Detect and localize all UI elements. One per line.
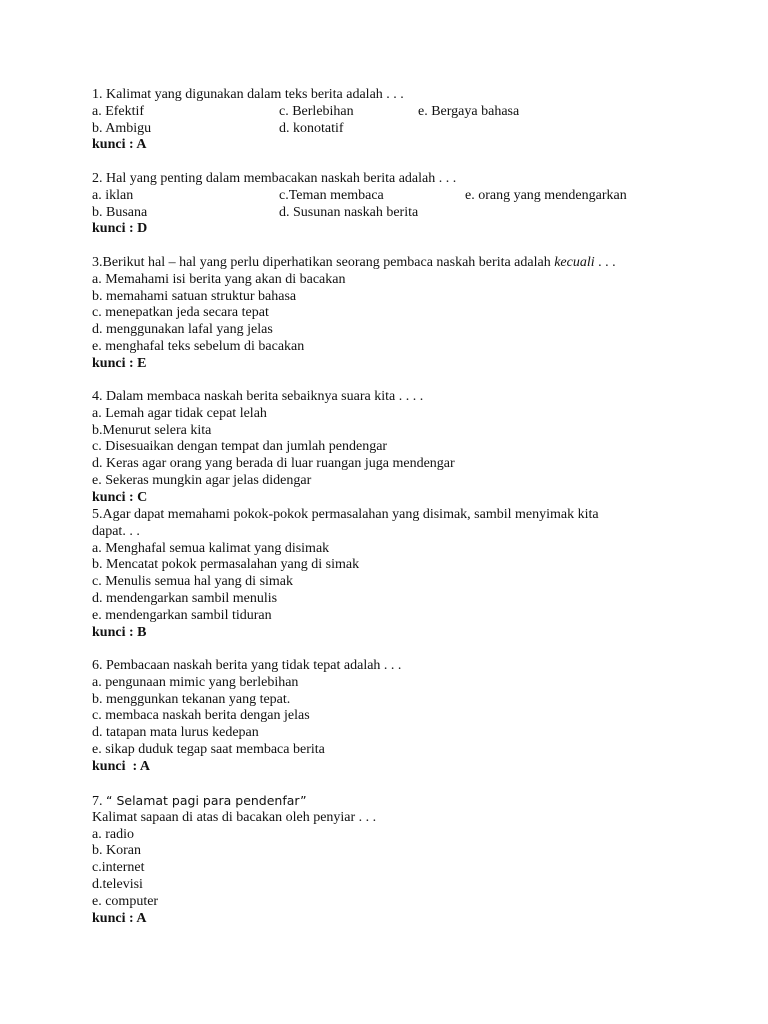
question-1-option-e: e. Bergaya bahasa [418, 103, 520, 119]
question-6-option-a: a. pengunaan mimic yang berlebihan [92, 674, 299, 690]
question-7-quote: “ Selamat pagi para pendenfar” [106, 793, 307, 808]
question-1-option-c: c. Berlebihan [279, 103, 354, 119]
question-4-option-a: a. Lemah agar tidak cepat lelah [92, 405, 267, 421]
question-5-text-line-2: dapat. . . [92, 523, 140, 539]
question-3-answer-key: kunci : E [92, 355, 147, 371]
question-3-text-italic: kecuali [554, 255, 595, 270]
question-3-option-a: a. Memahami isi berita yang akan di bacakan [92, 271, 346, 287]
question-7-option-e: e. computer [92, 893, 159, 909]
question-5-text-line-1: 5.Agar dapat memahami pokok-pokok permasalahan yang disimak, sambil menyimak kita [92, 507, 599, 522]
question-7 [92, 793, 712, 927]
question-5 [92, 507, 712, 641]
question-1-answer-key: kunci : A [92, 137, 147, 153]
question-1-option-a: a. Efektif [92, 103, 145, 119]
question-1-text: 1. Kalimat yang digunakan dalam teks berita adalah . . . [92, 87, 404, 102]
question-5-option-e: e. mendengarkan sambil tiduran [92, 607, 272, 623]
question-7-text: Kalimat sapaan di atas di bacakan oleh penyiar . . . [92, 809, 377, 825]
question-1 [92, 87, 712, 154]
question-2-option-e: e. orang yang mendengarkan [465, 187, 627, 203]
question-6 [92, 658, 712, 776]
question-4 [92, 389, 712, 507]
question-5-option-b: b. Mencatat pokok permasalahan yang di simak [92, 557, 360, 573]
question-2-text: 2. Hal yang penting dalam membacakan naskah berita adalah . . . [92, 171, 457, 186]
question-4-answer-key: kunci : C [92, 489, 148, 505]
question-6-option-c: c. membaca naskah berita dengan jelas [92, 708, 310, 724]
question-1-option-b: b. Ambigu [92, 120, 152, 136]
question-3-option-c: c. menepatkan jeda secara tepat [92, 305, 269, 321]
question-7-option-a: a. radio [92, 826, 134, 842]
question-2-option-c: c.Teman membaca [279, 187, 384, 203]
question-7-option-c: c.internet [92, 860, 145, 876]
question-3-option-b: b. memahami satuan struktur bahasa [92, 288, 297, 304]
question-2-option-b: b. Busana [92, 204, 148, 220]
question-2 [92, 171, 712, 238]
question-6-answer-key: kunci : A [92, 758, 150, 774]
question-1-options-row-1 [92, 104, 712, 121]
question-7-title [92, 793, 712, 810]
question-5-option-c: c. Menulis semua hal yang di simak [92, 574, 294, 590]
question-4-text: 4. Dalam membaca naskah berita sebaiknya suara kita . . . . [92, 389, 424, 404]
question-1-option-d: d. konotatif [279, 120, 344, 136]
question-7-number: 7. [92, 794, 106, 809]
question-6-option-e: e. sikap duduk tegap saat membaca berita [92, 741, 325, 757]
question-4-option-e: e. Sekeras mungkin agar jelas didengar [92, 472, 312, 488]
question-2-answer-key: kunci : D [92, 221, 148, 237]
question-3-option-d: d. menggunakan lafal yang jelas [92, 322, 273, 338]
question-2-options-row-1 [92, 188, 712, 205]
question-3-option-e: e. menghafal teks sebelum di bacakan [92, 338, 305, 354]
question-7-answer-key: kunci : A [92, 910, 147, 926]
question-3-text-end: . . . [594, 255, 616, 270]
question-2-option-d: d. Susunan naskah berita [279, 204, 419, 220]
question-2-options-row-2 [92, 205, 712, 222]
question-5-option-d: d. mendengarkan sambil menulis [92, 590, 278, 606]
question-3-text-main: 3.Berikut hal – hal yang perlu diperhatikan seorang pembaca naskah berita adalah [92, 255, 555, 270]
question-4-option-d: d. Keras agar orang yang berada di luar ruangan juga mendengar [92, 456, 455, 472]
question-3-text [92, 255, 712, 272]
question-4-option-b: b.Menurut selera kita [92, 422, 212, 438]
question-3 [92, 255, 712, 373]
question-6-option-b: b. menggunkan tekanan yang tepat. [92, 691, 291, 707]
question-2-option-a: a. iklan [92, 187, 134, 203]
question-7-option-d: d.televisi [92, 876, 143, 892]
question-6-option-d: d. tatapan mata lurus kedepan [92, 725, 259, 741]
question-7-option-b: b. Koran [92, 843, 141, 859]
question-1-options-row-2 [92, 121, 712, 138]
question-4-option-c: c. Disesuaikan dengan tempat dan jumlah pendengar [92, 439, 388, 455]
question-6-text: 6. Pembacaan naskah berita yang tidak tepat adalah . . . [92, 658, 402, 673]
question-5-answer-key: kunci : B [92, 624, 147, 640]
question-5-option-a: a. Menghafal semua kalimat yang disimak [92, 540, 330, 556]
